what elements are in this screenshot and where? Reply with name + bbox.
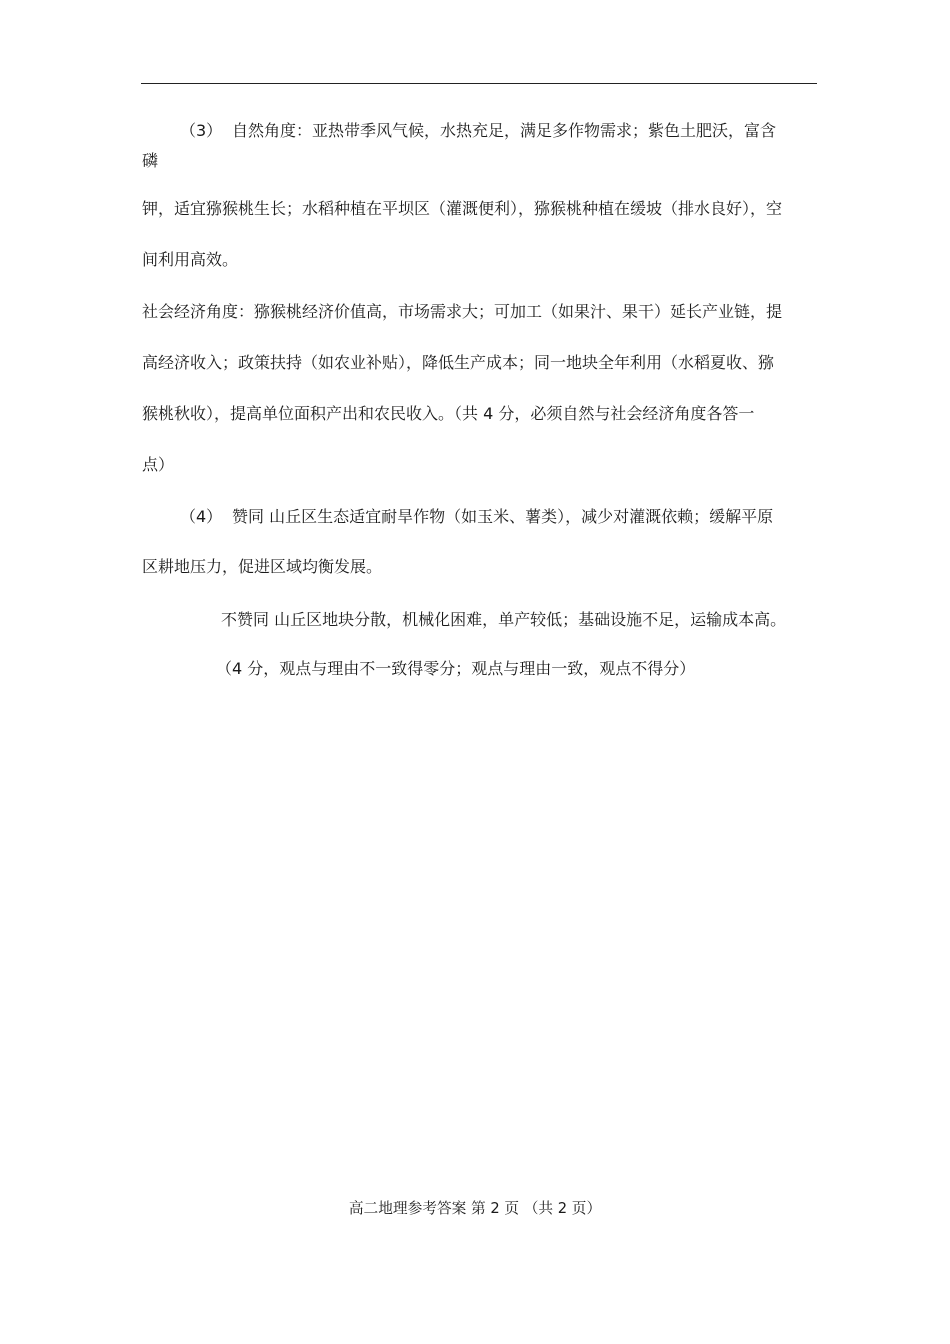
answer-3-line-3: 间利用高效。: [142, 250, 239, 269]
header-rule: [141, 83, 817, 84]
answer-4-line-4: （4 分，观点与理由不一致得零分；观点与理由一致，观点不得分）: [216, 659, 696, 678]
answer-4-line-3: 不赞同 山丘区地块分散，机械化困难，单产较低；基础设施不足，运输成本高。: [221, 610, 787, 629]
answer-3-number: （3）: [180, 121, 223, 140]
answer-3-line-2: 钾，适宜猕猴桃生长；水稻种植在平坝区（灌溉便利），猕猴桃种植在缓坡（排水良好），空: [142, 199, 783, 218]
answer-3-line-4: 社会经济角度：猕猴桃经济价值高，市场需求大；可加工（如果汁、果干）延长产业链，提: [142, 302, 783, 321]
answer-4-number: （4）: [180, 507, 223, 526]
page-footer: 高二地理参考答案 第 2 页 （共 2 页）: [348, 1200, 602, 1217]
answer-4-line-1: [180, 507, 773, 527]
answer-3-line-6: 猴桃秋收），提高单位面积产出和农民收入。（共 4 分，必须自然与社会经济角度各答一: [142, 404, 755, 423]
answer-3-line-5: 高经济收入；政策扶持（如农业补贴），降低生产成本；同一地块全年利用（水稻夏收、猕: [142, 353, 775, 372]
answer-4-text-1: 赞同 山丘区生态适宜耐旱作物（如玉米、薯类），减少对灌溉依赖；缓解平原: [232, 507, 774, 526]
answer-3-line-7: 点）: [142, 455, 175, 474]
answer-3-text-1: 自然角度：亚热带季风气候，水热充足，满足多作物需求；紫色土肥沃，富含: [232, 121, 777, 140]
answer-3-line-1: [180, 121, 776, 141]
answer-3-line-1b: 磷: [142, 151, 159, 170]
answer-4-line-2: 区耕地压力，促进区域均衡发展。: [142, 557, 383, 576]
